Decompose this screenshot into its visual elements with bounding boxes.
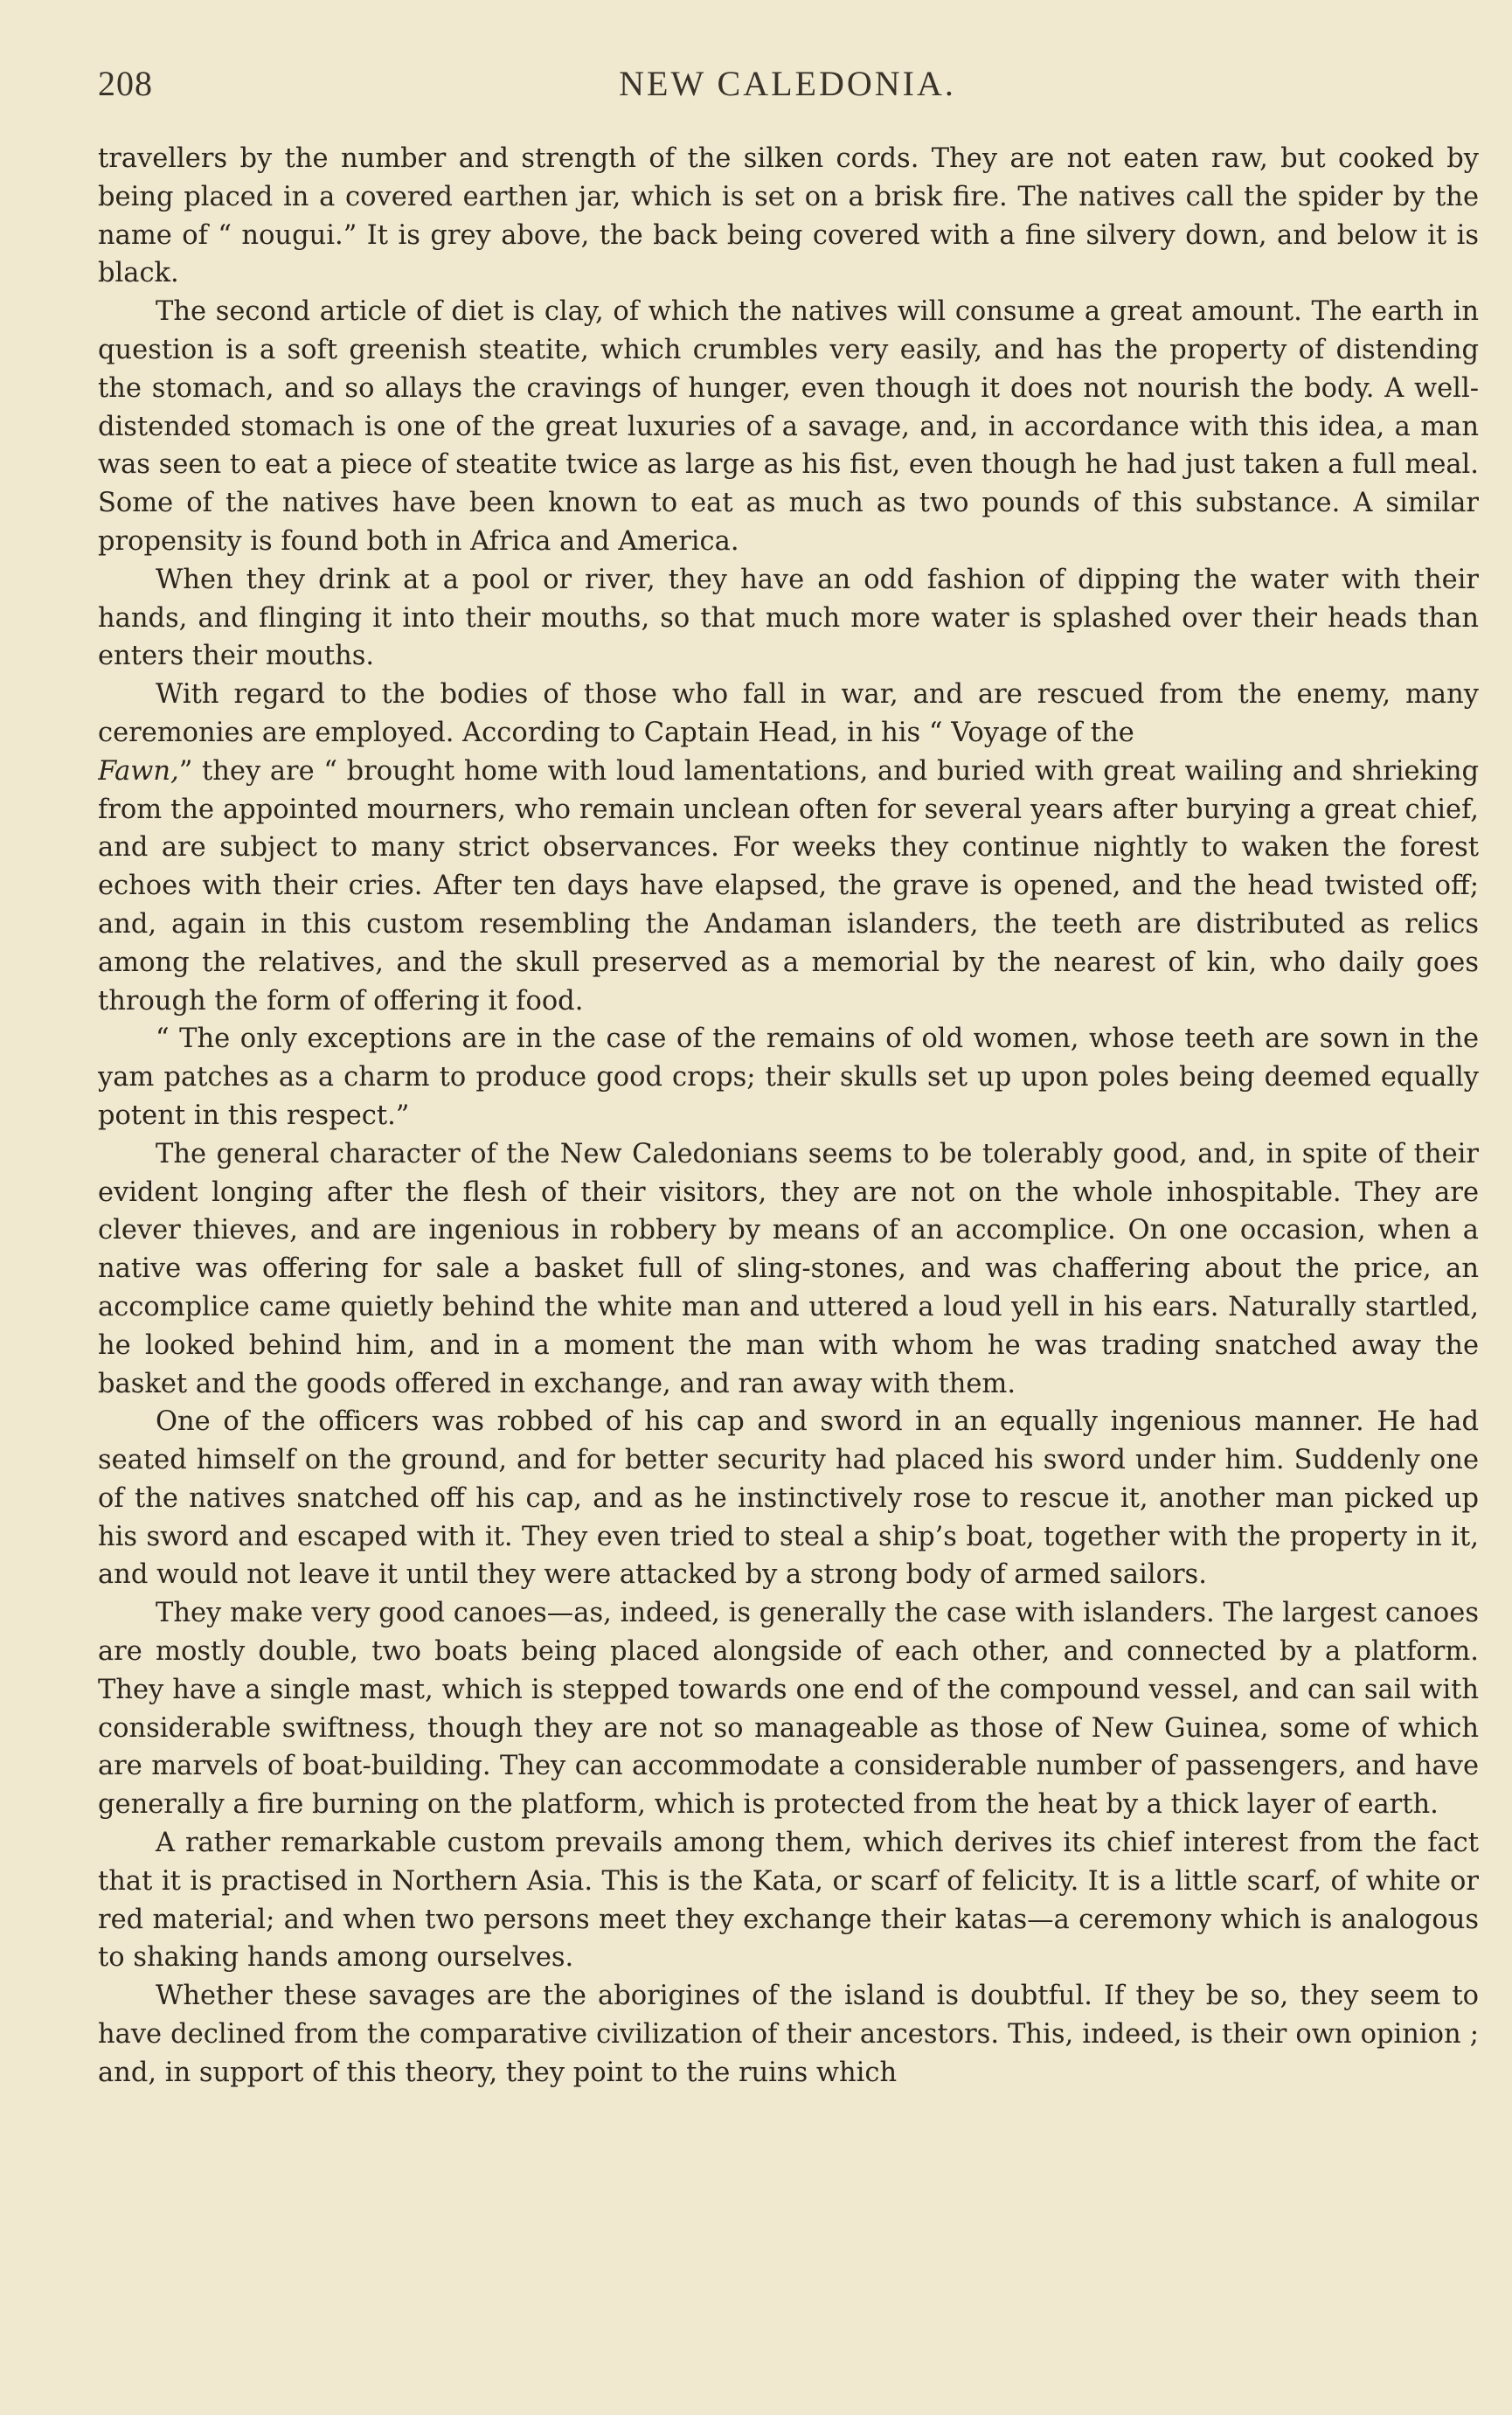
- paragraph-5: “ The only exceptions are in the case of the remains of old women, whose teeth are sown in the yam patches as a charm to produce good crops; their skulls set up upon poles being deemed equally potent in this respect.”: [98, 1024, 1479, 1131]
- paragraph-4: [98, 676, 1479, 1020]
- page-header: [98, 63, 1477, 115]
- running-head: NEW CALEDONIA.: [619, 64, 956, 103]
- ship-name: Fawn,: [98, 755, 179, 787]
- paragraph-8: They make very good canoes—as, indeed, is generally the case with islanders. The largest canoes are mostly double, two boats being placed alongside of each other, and connected by a platform. They have a single mast, which is stepped towards one end of the compound vessel, and can sail with considerable swiftness, though they are not so manageable as those of New Guinea, some of which are marvels of boat-building. They can accommodate a considerable number of passengers, and have generally a fire burning on the platform, which is protected from the heat by a thick layer of earth.: [98, 1598, 1479, 1821]
- paragraph-6: The general character of the New Caledonians seems to be tolerably good, and, in spite of their evident longing after the flesh of their visitors, they are not on the whole inhospitable. They are clever thieves, and are ingenious in robbery by means of an accomplice. On one occasion, when a native was offering for sale a basket full of sling-stones, and was chaffering about the price, an accomplice came quietly behind the white man and uttered a loud yell in his ears. Naturally startled, he looked behind him, and in a moment the man with whom he was trading snatched away the basket and the goods offered in exchange, and ran away with them.: [98, 1138, 1479, 1399]
- paragraph-2: The second article of diet is clay, of which the natives will consume a great amount. The earth in question is a soft greenish steatite, which crumbles very easily, and has the property of distending the stomach, and so allays the cravings of hunger, even though it does not nourish the body. A well-distended stomach is one of the great luxuries of a savage, and, in accordance with this idea, a man was seen to eat a piece of steatite twice as large as his fist, even though he had just taken a full meal. Some of the natives have been known to eat as much as two pounds of this substance. A similar propensity is found both in Africa and America.: [98, 296, 1479, 557]
- paragraph-3: When they drink at a pool or river, they have an odd fashion of dipping the water with their hands, and flinging it into their mouths, so that much more water is splashed over their heads than enters their mouths.: [98, 564, 1479, 672]
- page-number: 208: [98, 64, 153, 103]
- body-text: [98, 140, 1479, 2273]
- paragraph-10: Whether these savages are the aborigines of the island is doubtful. If they be so, they seem to have declined from the comparative civilization of their ancestors. This, indeed, is their own opinion ; and, in support of this theory, they point to the ruins which: [98, 1981, 1479, 2088]
- paragraph-4-part-b: ” they are “ brought home with loud lamentations, and buried with great wailing and shrieking from the appointed mourners, who remain unclean often for several years after burying a great chief, and are subject to many strict observances. For weeks they continue nightly to waken the forest echoes with their cries. After ten days have elapsed, the grave is opened, and the head twisted off; and, again in this custom resembling the Andaman islanders, the teeth are distributed as relics among the relatives, and the skull preserved as a memorial by the nearest of kin, who daily goes through the form of offering it food.: [98, 755, 1479, 1017]
- paragraph-7: One of the officers was robbed of his cap and sword in an equally ingenious manner. He had seated himself on the ground, and for better security had placed his sword under him. Suddenly one of the natives snatched off his cap, and as he instinctively rose to rescue it, another man picked up his sword and escaped with it. They even tried to steal a ship’s boat, together with the property in it, and would not leave it until they were attacked by a strong body of armed sailors.: [98, 1406, 1479, 1591]
- paragraph-4-part-a: With regard to the bodies of those who fall in war, and are rescued from the enemy, many ceremonies are employed. According to Captain Head, in his “ Voyage of the: [98, 679, 1479, 748]
- paragraph-1: travellers by the number and strength of the silken cords. They are not eaten raw, but cooked by being placed in a covered earthen jar, which is set on a brisk fire. The natives call the spider by the name of “ nougui.” It is grey above, the back being covered with a fine silvery down, and below it is black.: [98, 143, 1479, 289]
- paragraph-9: A rather remarkable custom prevails among them, which derives its chief interest from the fact that it is practised in Northern Asia. This is the Kata, or scarf of felicity. It is a little scarf, of white or red material; and when two persons meet they exchange their katas—a ceremony which is analogous to shaking hands among ourselves.: [98, 1828, 1479, 1974]
